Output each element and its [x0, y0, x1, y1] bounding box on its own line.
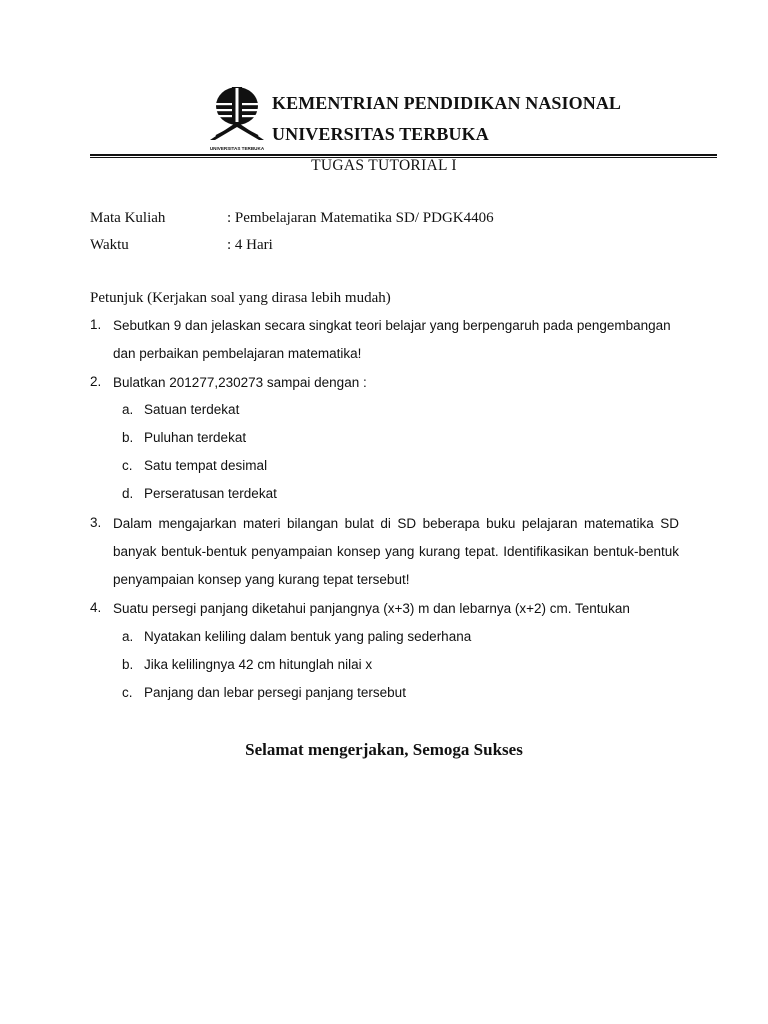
sub-item-text: Perseratusan terdekat [144, 486, 277, 501]
question-number: 3. [90, 515, 102, 530]
sub-item-letter: a. [122, 402, 134, 417]
sub-item-text: Panjang dan lebar persegi panjang tersebut [144, 685, 406, 700]
info-value-time: : 4 Hari [227, 237, 273, 253]
logo-caption: UNIVERSITAS TERBUKA [209, 146, 265, 151]
sub-item-text: Nyatakan keliling dalam bentuk yang paling sederhana [144, 629, 472, 644]
sub-item-text: Satu tempat desimal [144, 458, 268, 473]
question-text: Dalam mengajarkan materi bilangan bulat di SD beberapa buku pelajaran matematika SD banyak bentuk-bentuk penyampaian konsep yang kurang tepat. Identifikasikan bentuk-bentuk penyampaian konsep yang kurang tepat tersebut! [113, 516, 679, 587]
question-number: 1. [90, 317, 102, 332]
info-label-time: Waktu [90, 237, 129, 253]
ministry-name: KEMENTRIAN PENDIDIKAN NASIONAL [272, 93, 622, 113]
sub-item-letter: b. [122, 657, 134, 672]
sub-item-letter: c. [122, 458, 133, 473]
sub-item-text: Puluhan terdekat [144, 430, 247, 445]
question-number: 2. [90, 374, 102, 389]
sub-item-letter: d. [122, 486, 134, 501]
sub-item-text: Jika kelilingnya 42 cm hitunglah nilai x [144, 657, 373, 672]
header-divider-thick [90, 154, 717, 156]
instructions: Petunjuk (Kerjakan soal yang dirasa lebih mudah) [90, 290, 391, 306]
university-name: UNIVERSITAS TERBUKA [272, 124, 489, 144]
sub-item-letter: c. [122, 685, 133, 700]
info-label-course: Mata Kuliah [90, 210, 166, 226]
question-text: Sebutkan 9 dan jelaskan secara singkat teori belajar yang berpengaruh pada pengembangan dan perbaikan pembelajaran matematika! [113, 318, 671, 361]
sub-item-letter: b. [122, 430, 134, 445]
closing-message: Selamat mengerjakan, Semoga Sukses [245, 740, 523, 759]
sub-item-letter: a. [122, 629, 134, 644]
sub-item-text: Satuan terdekat [144, 402, 240, 417]
question-text: Bulatkan 201277,230273 sampai dengan : [113, 375, 367, 390]
question-number: 4. [90, 600, 102, 615]
question-text: Suatu persegi panjang diketahui panjangnya (x+3) m dan lebarnya (x+2) cm. Tentukan [113, 601, 630, 616]
document-title: TUGAS TUTORIAL I [311, 157, 457, 174]
university-logo [204, 84, 270, 154]
info-value-course: : Pembelajaran Matematika SD/ PDGK4406 [227, 210, 494, 226]
